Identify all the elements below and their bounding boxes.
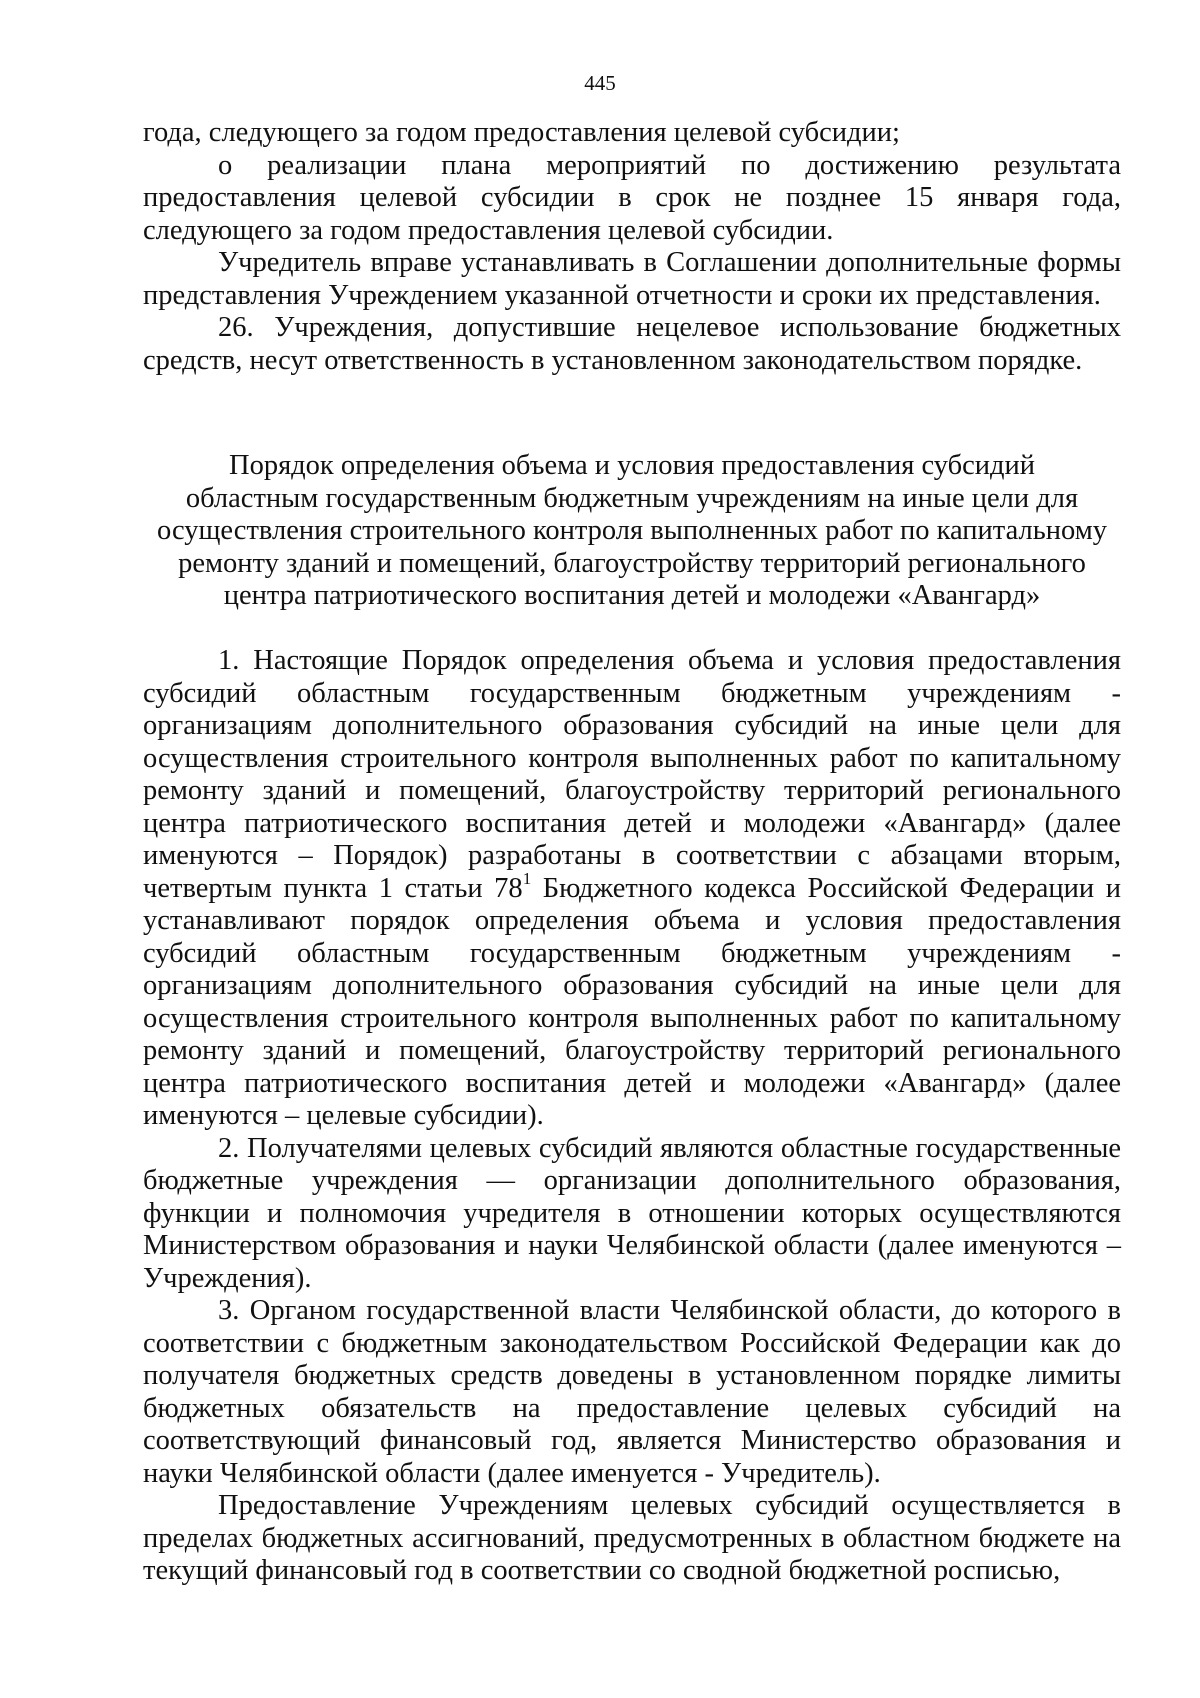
section-heading bbox=[143, 450, 1121, 613]
paragraph: года, следующего за годом предоставления целевой субсидии; bbox=[143, 117, 900, 148]
paragraph: о реализации плана мероприятий по достижению результата предоставления целевой субсидии в срок не позднее 15 января года, следующего за годом предоставления целевой субсидии. bbox=[143, 149, 1121, 246]
top-text-block bbox=[143, 117, 1121, 377]
body-text-block bbox=[143, 645, 1121, 1588]
heading-line: ремонту зданий и помещений, благоустройству территорий регионального bbox=[178, 547, 1086, 579]
page-number: 445 bbox=[584, 71, 616, 95]
heading-line: центра патриотического воспитания детей и молодежи «Авангард» bbox=[223, 580, 1041, 611]
paragraph: 2. Получателями целевых субсидий являются областные государственные бюджетные учреждения — организации дополнительного образования, функции и полномочия учредителя в отношении которых осуществляются Министерством образования и науки Челябинской области (далее именуются – Учреждения). bbox=[143, 1132, 1121, 1294]
paragraph bbox=[143, 645, 1121, 1133]
heading-line: Порядок определения объема и условия предоставления субсидий bbox=[228, 450, 1035, 481]
paragraph-text: Бюджетного кодекса Российской Федерации и устанавливают порядок определения объема и условия предоставления субсидий областным государственным бюджетным учреждениям - организациям дополнительного образования субсидий на иные цели для осуществления строительного контроля выполненных работ по капитальному ремонту зданий и помещений, благоустройству территорий регионального центра патриотического воспитания детей и молодежи «Авангард» (далее именуются – целевые субсидии). bbox=[143, 872, 1121, 1131]
paragraph: 26. Учреждения, допустившие нецелевое использование бюджетных средств, несут ответственность в установленном законодательством порядке. bbox=[143, 312, 1121, 376]
paragraph: 3. Органом государственной власти Челябинской области, до которого в соответствии с бюджетным законодательством Российской Федерации как до получателя бюджетных средств доведены в установленном порядке лимиты бюджетных обязательств на предоставление целевых субсидий на соответствующий финансовый год, является Министерство образования и науки Челябинской области (далее именуется - Учредитель). bbox=[143, 1295, 1121, 1489]
paragraph-text: 1. Настоящие Порядок определения объема и условия предоставления субсидий областным государственным бюджетным учреждениям - организациям дополнительного образования субсидий на иные цели для осуществления строительного контроля выполненных работ по капитальному ремонту зданий и помещений, благоустройству территорий регионального центра патриотического воспитания детей и молодежи «Авангард» (далее именуются – Порядок) разработаны в соответствии с абзацами вторым, четвертым пункта 1 статьи 78 bbox=[143, 645, 1121, 904]
paragraph: Учредитель вправе устанавливать в Соглашении дополнительные формы представления Учреждением указанной отчетности и сроки их представления. bbox=[143, 247, 1121, 311]
heading-line: областным государственным бюджетным учреждениям на иные цели для bbox=[185, 482, 1079, 514]
paragraph: Предоставление Учреждениям целевых субсидий осуществляется в пределах бюджетных ассигнований, предусмотренных в областном бюджете на текущий финансовый год в соответствии со сводной бюджетной росписью, bbox=[143, 1490, 1121, 1586]
heading-line: осуществления строительного контроля выполненных работ по капитальному bbox=[157, 515, 1107, 546]
superscript: 1 bbox=[522, 869, 532, 888]
